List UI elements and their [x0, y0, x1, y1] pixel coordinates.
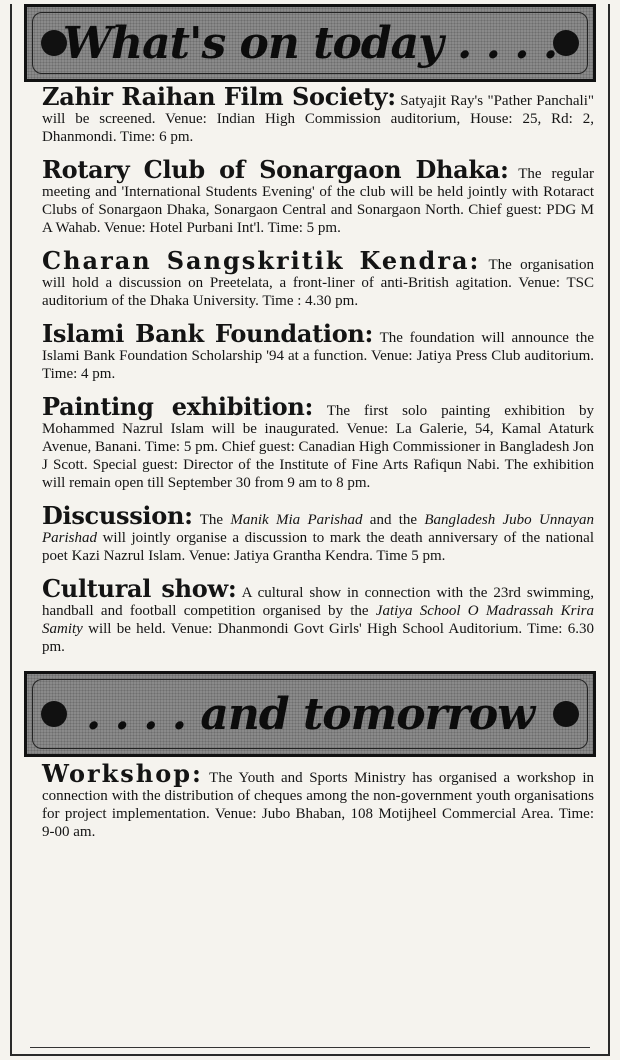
event-text: The foundation will announce the Islami Bank Foundation Scholarship '94 at a function. Venue: Jatiya Press Club auditorium. Time: 4 pm.	[42, 330, 594, 382]
event-heading: Discussion:	[42, 501, 193, 530]
event-text: The regular meeting and 'International Students Evening' of the club will be held jointly with Rotaract Clubs of Sonargaon Dhaka, Sonargaon Central and Sonargaon North. Chief guest: PDG M A Wahab. Venue: Hotel Purbani Int'l. Time: 5 pm.	[42, 166, 594, 236]
event-heading: Rotary Club of Sonargaon Dhaka:	[42, 155, 509, 184]
event-item	[42, 155, 594, 237]
event-heading: Cultural show:	[42, 574, 237, 603]
events-column	[10, 4, 610, 1056]
today-banner	[24, 4, 596, 82]
event-text: The first solo painting exhibition by Mohammed Nazrul Islam will be inaugurated. Venue: La Galerie, 54, Kamal Ataturk Avenue, Banani. Time: 5 pm. Chief guest: Canadian High Commissioner in Bangladesh Jon J Scott. Special guest: Director of the Institute of Fine Arts Rafiqun Nabi. The exhibition will remain open till September 30 from 9 am to 8 pm.	[42, 403, 594, 491]
event-heading: Painting exhibition:	[42, 392, 314, 421]
event-item	[42, 392, 594, 492]
event-text: Satyajit Ray's "Pather Panchali" will be screened. Venue: Indian High Commission auditorium, House: 25, Rd: 2, Dhanmondi. Time: 6 pm.	[42, 93, 595, 145]
bullet-dot-left	[41, 701, 67, 727]
event-text: The organisation will hold a discussion on Preetelata, a front-liner of anti-British agitation. Venue: TSC auditorium of the Dhaka University. Time : 4.30 pm.	[42, 257, 594, 309]
event-item	[42, 82, 595, 146]
bottom-rule	[30, 1047, 590, 1048]
tomorrow-banner	[24, 671, 596, 757]
event-heading: Charan Sangskritik Kendra:	[42, 246, 481, 275]
event-heading: Zahir Raihan Film Society:	[42, 82, 396, 111]
today-events-list	[12, 82, 608, 656]
event-heading: Workshop:	[42, 759, 203, 788]
event-heading: Islami Bank Foundation:	[42, 319, 374, 348]
bullet-dot-right	[553, 701, 579, 727]
event-item	[42, 501, 595, 565]
event-item	[42, 759, 595, 841]
tomorrow-events-list	[12, 759, 608, 841]
today-banner-title: What's on today . . . .	[62, 17, 558, 69]
event-text: The Manik Mia Parishad and the Bangladesh Jubo Unnayan Parishad will jointly organise a discussion to mark the death anniversary of the national poet Kazi Nazrul Islam. Venue: Jatiya Grantha Kendra. Time 5 pm.	[42, 512, 595, 564]
tomorrow-banner-title: . . . . and tomorrow	[85, 688, 535, 740]
event-text: The Youth and Sports Ministry has organised a workshop in connection with the distribution of cheques among the non-government youth organisations for project implementation. Venue: Jubo Bhaban, 108 Motijheel Commercial Area. Time: 9-00 am.	[42, 770, 595, 840]
event-text: A cultural show in connection with the 23rd swimming, handball and football competition organised by the Jatiya School O Madrassah Krira Samity will be held. Venue: Dhanmondi Govt Girls' High School Auditorium. Time: 6.30 pm.	[42, 585, 594, 655]
event-item	[42, 246, 594, 310]
event-item	[42, 319, 594, 383]
event-item	[42, 574, 594, 656]
